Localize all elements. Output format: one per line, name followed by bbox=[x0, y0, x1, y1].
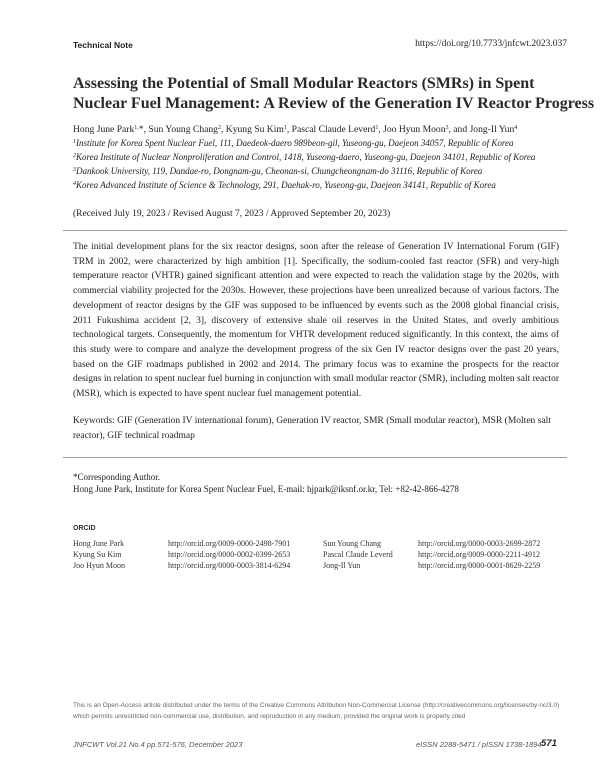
orcid-link[interactable]: http://orcid.org/0000-0002-0399-2653 bbox=[168, 550, 291, 559]
author-name: Kyung Su Kim bbox=[225, 124, 284, 135]
corresponding-author-label: *Corresponding Author. bbox=[73, 472, 160, 482]
orcid-name: Sun Young Chang bbox=[323, 539, 382, 548]
orcid-name: Jong-Il Yun bbox=[323, 561, 361, 570]
orcid-heading: ORCID bbox=[73, 525, 96, 532]
corresponding-author-info: Hong June Park, Institute for Korea Spent Nuclear Fuel, E-mail: hjpark@iksnf.or.kr, Tel: +82-42-866-4278 bbox=[73, 484, 459, 494]
affiliation: $^1$Institute for Korea Spent Nuclear Fuel, 111, Daedeok-daero 989beon-gil, Yuseong-gu, Daejeon 34057, Republic of Korea bbox=[73, 138, 514, 148]
title-line: Nuclear Fuel Management: A Review of the Generation IV Reactor Progress bbox=[73, 95, 595, 112]
author-sup: 1 bbox=[283, 125, 287, 131]
orcid-link[interactable]: http://orcid.org/0009-0000-2211-4912 bbox=[418, 550, 540, 559]
author-name: Pascal Claude Leverd bbox=[291, 124, 376, 135]
orcid-link[interactable]: http://orcid.org/0000-0003-3814-6294 bbox=[168, 561, 291, 570]
divider bbox=[63, 457, 567, 458]
received-dates: (Received July 19, 2023 / Revised August 7, 2023 / Approved September 20, 2023) bbox=[73, 209, 391, 219]
orcid-link[interactable]: http://orcid.org/0000-0003-2699-2872 bbox=[418, 539, 541, 548]
author-sup: 3 bbox=[445, 125, 449, 131]
author-sup: 1 bbox=[375, 125, 379, 131]
corresponding-mark: * bbox=[138, 124, 144, 135]
paper-title bbox=[73, 74, 595, 114]
issn: eISSN 2288-5471 / pISSN 1738-1894 bbox=[416, 740, 542, 749]
page-number: 571 bbox=[541, 738, 557, 749]
title-line: Assessing the Potential of Small Modular Reactors (SMRs) in Spent bbox=[73, 75, 535, 92]
affiliation: $^2$Korea Institute of Nuclear Nonproliferation and Control, 1418, Yuseong-daero, Yuseong-gu, Daejeon 34101, Republic of Korea bbox=[73, 152, 536, 162]
license-notice: This is an Open-Access article distributed under the terms of the Creative Commons Attribution Non-Commercial License (http://creativecommons.org/licenses/by-nc/3.0) which permits unrestricted non-commercial use, distribution, and reproduction in any medium, provided the original work is properly cited bbox=[73, 702, 560, 720]
orcid-name: Pascal Claude Leverd bbox=[323, 550, 393, 559]
orcid-name: Kyung Su Kim bbox=[73, 550, 122, 559]
orcid-name: Hong June Park bbox=[73, 539, 125, 548]
divider bbox=[63, 230, 567, 231]
orcid-link[interactable]: http://orcid.org/0000-0001-8629-2259 bbox=[418, 561, 541, 570]
author-name: Sun Young Chang bbox=[148, 124, 218, 135]
journal-citation: JNFCWT Vol.21 No.4 pp.571-576, December 2023 bbox=[73, 740, 243, 749]
author-sup: 4 bbox=[514, 125, 518, 131]
author-sup: 2 bbox=[217, 125, 221, 131]
affiliation: $^4$Korea Advanced Institute of Science & Technology, 291, Daehak-ro, Yuseong-gu, Daejeon 34141, Republic of Korea bbox=[73, 180, 496, 190]
abstract: The initial development plans for the six reactor designs, soon after the release of Generation IV International Forum (GIF) TRM in 2002, were characterized by high ambition [1]. Specifically, the sodium-cooled fast reactor (SFR) and very-high temperature reactor (VHTR) gained significant attention and were expected to reach the validation stage by the 2020s, with commercial viability projected for the 2030s. However, these projections have been unrealized because of various factors. The development of reactor designs by the GIF was supposed to be influenced by events such as the 2008 global financial crisis, 2011 Fukushima accident [2, 3], discovery of extensive shale oil reserves in the United States, and overly ambitious technological targets. Consequently, the momentum for VHTR development reduced significantly. In this context, the aims of this study were to compare and analyze the development progress of the six Gen IV reactor designs over the past 20 years, based on the GIF roadmaps published in 2002 and 2014. The primary focus was to examine the prospects for the reactor designs in relation to spent nuclear fuel burning in conjunction with small modular reactor (SMR), including molten salt reactor (MSR), which is expected to have spent nuclear fuel management potential. bbox=[73, 242, 559, 400]
author-name: Joo Hyun Moon bbox=[383, 124, 446, 135]
author-sup: 1, bbox=[134, 125, 139, 131]
article-type: Technical Note bbox=[73, 40, 133, 50]
keywords: Keywords: GIF (Generation IV international forum), Generation IV reactor, SMR (Small modular reactor), MSR (Molten salt reactor), GIF technical roadmap bbox=[73, 416, 551, 441]
author-name: Jong-Il Yun bbox=[469, 124, 515, 135]
affiliation: $^3$Dankook University, 119, Dandae-ro, Dongnam-gu, Cheonan-si, Chungcheongnam-do 31116, Republic of Korea bbox=[73, 166, 483, 176]
orcid-link[interactable]: http://orcid.org/0009-0000-2498-7901 bbox=[168, 539, 291, 548]
orcid-name: Joo Hyun Moon bbox=[73, 561, 126, 570]
doi-link[interactable]: https://doi.org/10.7733/jnfcwt.2023.037 bbox=[415, 39, 567, 49]
author-name: Hong June Park bbox=[73, 124, 135, 135]
author-list: Hong June Park$^{1,}$*, Sun Young Chang$^2$, Kyung Su Kim$^1$, Pascal Claude Leverd$^1$, Joo Hyun Moon$^3$, and Jong-Il Yun$^4$ bbox=[73, 124, 518, 135]
